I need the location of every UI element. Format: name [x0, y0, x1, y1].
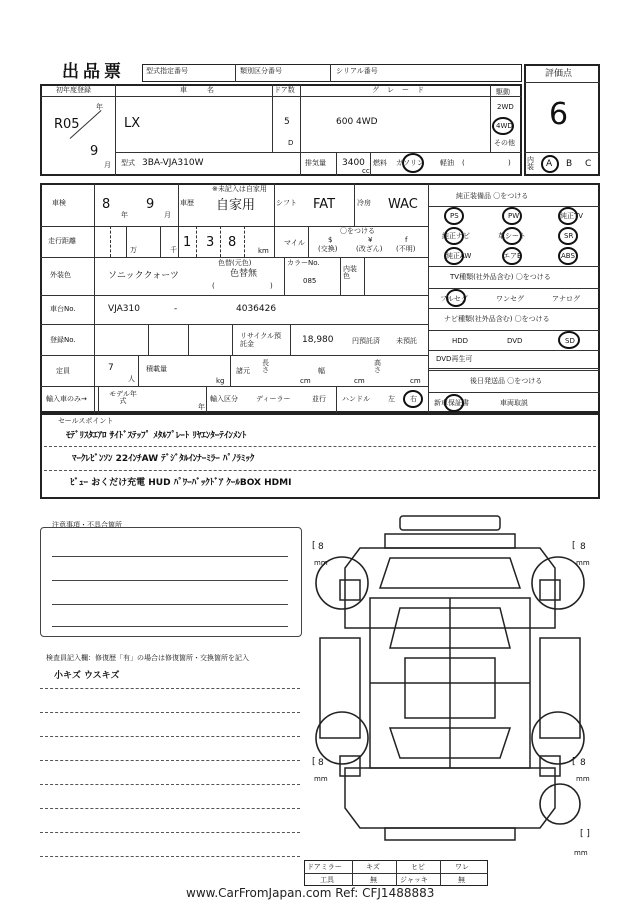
mile-sym-dollar: $	[328, 236, 333, 244]
tread-front-right-unit: mm	[576, 559, 590, 567]
class-number-label: 類別区分番号	[240, 67, 282, 75]
length-label: 長さ	[262, 359, 269, 374]
reg-no-label: 登録No.	[50, 336, 76, 344]
tread-rear-left-unit: mm	[314, 775, 328, 783]
repaint-paren-close: )	[270, 282, 273, 290]
handle-left: 左	[388, 395, 395, 403]
fuel-paren-open: (	[462, 159, 465, 167]
handle-label: ハンドル	[342, 395, 370, 403]
tread-front-left-unit: mm	[314, 559, 328, 567]
sales-points-label: セールスポイント	[58, 417, 114, 425]
option-navi-circle	[444, 227, 464, 245]
usage-note: ※未記入は自家用	[212, 185, 267, 193]
tread-rear-left: 8	[318, 758, 324, 768]
tread-front-left-bracket: [	[312, 541, 316, 551]
chassis-dash: -	[174, 304, 178, 314]
int-color-label: 内装色	[343, 265, 357, 280]
first-reg-month: 9	[90, 144, 99, 159]
serial-number-label: シリアル番号	[336, 67, 378, 75]
legend-jack-none: 無	[458, 876, 465, 884]
navi-dvd: DVD	[507, 337, 523, 345]
tv-fullseg-circle	[446, 289, 466, 307]
odometer-digit-1: 1	[183, 235, 192, 250]
option-tv: 純正TV	[560, 212, 584, 220]
shift-label: シフト	[276, 199, 297, 207]
drive-other: その他	[494, 139, 515, 147]
option-tv-circle	[558, 207, 578, 225]
displacement-unit: cc	[362, 167, 370, 175]
interior-grade-a-circle	[541, 155, 559, 173]
handle-right-circle	[403, 390, 423, 408]
car-damage-diagram	[300, 508, 600, 848]
legend-crack: ヒビ	[411, 863, 425, 871]
after-warranty: 新車保証書	[434, 399, 469, 407]
first-reg-month-mark: 月	[104, 161, 111, 169]
option-aw-circle	[444, 247, 464, 265]
recycle-amount: 18,980	[302, 335, 334, 345]
interior-grade-b: B	[566, 159, 573, 169]
doors-value: 5	[284, 117, 290, 127]
color-value: ソニッククォーツ	[108, 271, 179, 281]
displacement-label: 排気量	[305, 159, 326, 167]
navi-dvd-play: DVD再生可	[436, 355, 473, 363]
navi-hdd: HDD	[452, 337, 469, 345]
legend-tools: 工具	[320, 876, 334, 884]
sales-line-1: ﾓﾃﾞﾘｽﾀｴｱﾛ ｻｲﾄﾞｽﾃｯﾌﾟ ﾒﾀﾙﾌﾟﾚｰﾄ ﾘﾔｴﾝﾀｰﾃｲﾝﾒﾝﾄ	[66, 431, 247, 441]
displacement-value: 3400	[342, 158, 365, 168]
inspector-text: 小キズ ウスキズ	[54, 671, 120, 681]
interior-grade-a: A	[546, 159, 553, 169]
recycle-label: リサイクル預託金	[240, 332, 282, 349]
height-unit: cm	[410, 377, 421, 385]
mile-label: マイル	[284, 239, 305, 247]
mile-exchange: (交換)	[318, 245, 338, 253]
option-airbag: エアB	[503, 252, 522, 260]
score-value: 6	[549, 97, 569, 132]
sales-line-2: ﾏｰｸﾚﾋﾞﾝｿﾝ 22ｲﾝﾁAW ﾃﾞｼﾞﾀﾙｲﾝﾅｰﾐﾗｰ ﾊﾟﾉﾗﾐｯｸ	[72, 454, 255, 464]
legend-scratch: キズ	[366, 863, 380, 871]
car-name-value: LX	[124, 116, 141, 131]
option-airbag-circle	[502, 247, 522, 265]
score-label: 評価点	[545, 69, 573, 79]
mile-unknown: (不明)	[396, 245, 416, 253]
model-value: 3BA-VJA310W	[142, 158, 204, 168]
chassis-number: 4036426	[236, 304, 277, 314]
color-no-label: カラーNo.	[287, 259, 320, 267]
legend-door-mirror: ドアミラー	[307, 863, 342, 871]
model-year-label: モデル年式	[109, 390, 137, 405]
option-ps-circle	[444, 207, 464, 225]
option-aw: 純正AW	[446, 252, 472, 260]
shift-value: FAT	[313, 197, 336, 212]
fuel-gasoline-circle	[402, 153, 424, 173]
navi-sd: SD	[565, 337, 575, 345]
interior-grade-c: C	[585, 159, 592, 169]
usage-value: 自家用	[216, 198, 256, 213]
recycle-paid: 円預託済	[352, 337, 380, 345]
footer-watermark: www.CarFromJapan.com Ref: CFJ1488883	[186, 886, 435, 900]
inspection-label: 車検	[52, 199, 66, 207]
chassis-prefix: VJA310	[108, 304, 140, 314]
option-sr: SR	[564, 232, 574, 240]
first-reg-year-mark: 年	[96, 103, 103, 111]
tv-analog: アナログ	[552, 295, 580, 303]
inspection-month-mark: 月	[164, 211, 171, 219]
interior-label: 内装	[527, 156, 534, 171]
option-pw-circle	[502, 207, 522, 225]
mile-hint: 〇をつける	[340, 227, 375, 235]
fuel-gasoline: ガソリン	[396, 159, 424, 167]
mile-sym-unknown: f	[405, 236, 408, 244]
chassis-label: 車台No.	[50, 305, 76, 313]
door-suffix: D	[288, 139, 294, 147]
notes-label: 注意事項・不具合箇所	[52, 521, 122, 529]
recycle-unpaid: 未預託	[396, 337, 417, 345]
capacity-label: 定員	[56, 367, 70, 375]
tread-rear-right: 8	[580, 758, 586, 768]
tread-spare-bracket: [ ]	[580, 829, 590, 839]
option-abs: ABS	[561, 252, 575, 260]
first-reg-label: 初年度登録	[56, 86, 91, 94]
tread-rear-left-bracket: [	[312, 757, 316, 767]
tread-front-left: 8	[318, 542, 324, 552]
options-title: 純正装備品 〇をつける	[456, 192, 529, 200]
tread-front-right: 8	[580, 542, 586, 552]
capacity-unit: 人	[128, 375, 135, 383]
tread-rear-right-unit: mm	[576, 775, 590, 783]
import-dealer: ディーラー	[256, 395, 291, 403]
after-warranty-circle	[444, 394, 464, 412]
length-unit: cm	[300, 377, 311, 385]
odometer-digit-3: 8	[228, 235, 237, 250]
option-leather-circle	[502, 227, 522, 245]
tread-front-right-bracket: [	[572, 541, 576, 551]
width-unit: cm	[354, 377, 365, 385]
ac-value: WAC	[388, 197, 418, 212]
navi-sd-circle	[558, 331, 580, 349]
fuel-kerosene: 軽油	[440, 159, 454, 167]
tv-oneseg: ワンセグ	[496, 295, 524, 303]
mile-sym-exchange: ¥	[368, 236, 373, 244]
legend-tools-none: 無	[370, 876, 377, 884]
dimensions-label: 諸元	[236, 367, 250, 375]
drive-4wd-circle	[492, 117, 514, 135]
repaint-paren-open: (	[212, 282, 215, 290]
option-leather: 革シート	[498, 232, 526, 240]
model-year-unit: 年	[198, 403, 205, 411]
fuel-label: 燃料	[373, 159, 387, 167]
color-label: 外装色	[50, 271, 71, 279]
navi-title: ナビ種類(社外品含む) 〇をつける	[444, 315, 550, 323]
inspection-month: 9	[146, 197, 155, 212]
option-abs-circle	[558, 247, 578, 265]
odometer-km: km	[258, 247, 269, 255]
odometer-label: 走行距離	[48, 237, 76, 245]
handle-right: 右	[410, 395, 417, 403]
after-title: 後日発送品 〇をつける	[470, 377, 543, 385]
after-manual: 車両取説	[500, 399, 528, 407]
ac-label: 冷房	[357, 199, 371, 207]
color-no-value: 085	[303, 277, 317, 285]
cert-number-box	[142, 64, 522, 82]
first-reg-year: R05	[54, 117, 80, 132]
drive-2wd: 2WD	[497, 103, 514, 111]
load-unit: kg	[216, 377, 225, 385]
legend-jack: ジャッキ	[400, 876, 428, 884]
car-name-label: 車名	[180, 86, 234, 94]
grade-value: 600 4WD	[336, 117, 378, 127]
grade-label: グレード	[372, 86, 432, 94]
tv-fullseg: フルセグ	[440, 295, 468, 303]
option-sr-circle	[558, 227, 578, 245]
odometer-man: 万	[130, 246, 137, 254]
sales-line-3: ﾋﾞｭｰ おくだけ充電 HUD ﾊﾟﾜｰﾊﾞｯｸﾄﾞｱ ｸｰﾙBOX HDMI	[70, 478, 292, 488]
import-label: 輸入車のみ→	[46, 395, 87, 403]
tv-title: TV種類(社外品含む) 〇をつける	[450, 273, 551, 281]
notes-box	[40, 527, 302, 637]
odometer-digit-2: 3	[206, 235, 215, 250]
usage-label: 車歴	[180, 199, 194, 207]
import-type-label: 輸入区分	[210, 395, 238, 403]
fuel-paren-close: )	[508, 159, 511, 167]
legend-split: ワレ	[455, 863, 469, 871]
option-ps: PS	[450, 212, 459, 220]
inspection-year-mark: 年	[121, 211, 128, 219]
load-label: 積載量	[146, 365, 167, 373]
capacity-value: 7	[108, 363, 114, 373]
repaint-value: 色替無	[230, 269, 258, 279]
mile-modified: (改ざん)	[356, 245, 383, 253]
tread-spare-unit: mm	[574, 849, 588, 857]
doors-label: ドア数	[274, 86, 295, 94]
option-navi: 純正ナビ	[442, 232, 470, 240]
tread-rear-right-bracket: [	[572, 757, 576, 767]
form-title: 出品票	[62, 62, 125, 82]
drive-label: 駆動	[496, 88, 510, 96]
drive-4wd: 4WD	[496, 122, 513, 130]
width-label: 幅	[318, 367, 325, 375]
height-label: 高さ	[374, 359, 381, 374]
type-cert-label: 型式指定番号	[146, 67, 188, 75]
odometer-sen: 千	[170, 246, 177, 254]
inspector-label: 検査員記入欄：修復歴「有」の場合は修復箇所・交換箇所を記入	[46, 654, 249, 662]
import-parallel: 並行	[312, 395, 326, 403]
option-pw: PW	[508, 212, 520, 220]
repaint-label: 色替(元色)	[218, 259, 252, 267]
inspection-year: 8	[102, 197, 111, 212]
model-label: 型式	[121, 159, 135, 167]
